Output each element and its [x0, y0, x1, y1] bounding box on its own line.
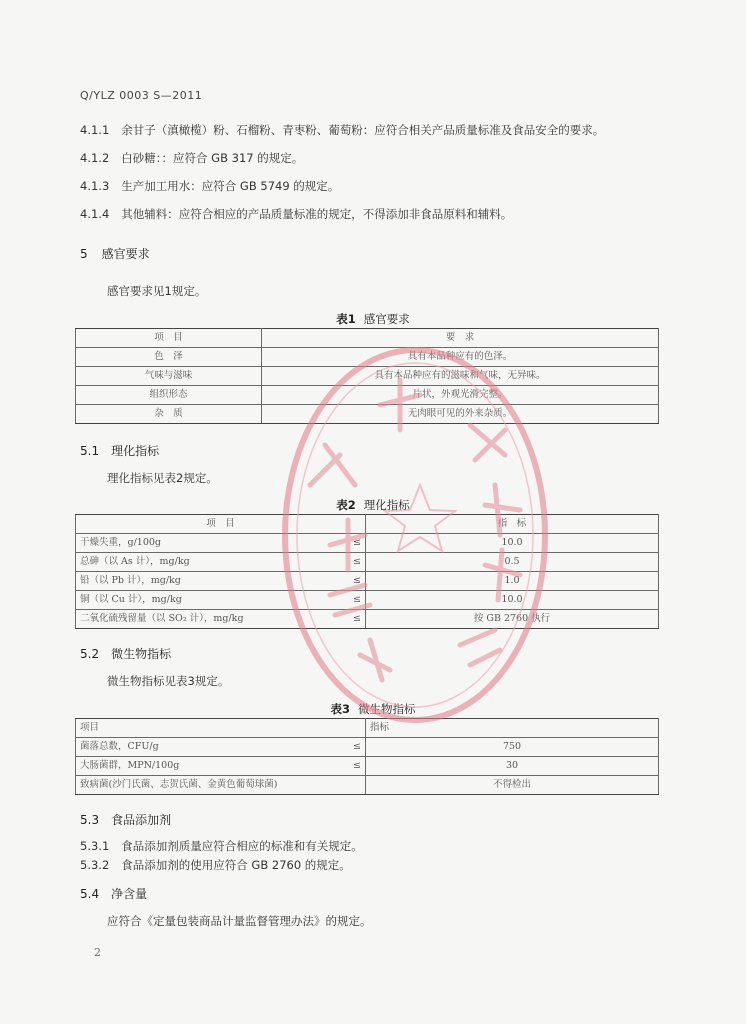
- section-number: 5.4: [80, 887, 100, 901]
- table-microbial: [75, 718, 659, 795]
- clause-number: 5.3.1: [80, 839, 110, 853]
- clause-5-3-1: [80, 838, 363, 854]
- table-row: [76, 776, 659, 795]
- operator-cell: ≤: [346, 738, 366, 757]
- item-cell: 杂 质: [76, 405, 262, 424]
- item-cell: 菌落总数，CFU/g: [76, 738, 346, 757]
- clause-text: 其他辅料：应符合相应的产品质量标准的规定，不得添加非食品原料和辅料。: [121, 207, 513, 221]
- requirement-cell: 无肉眼可见的外来杂质。: [262, 405, 659, 424]
- clause-text: 食品添加剂质量应符合相应的标准和有关规定。: [121, 839, 363, 853]
- clause-5-3-2: [80, 857, 351, 873]
- caption-number: 表2: [336, 498, 356, 512]
- table-row: [76, 553, 659, 572]
- caption-number: 表1: [336, 312, 356, 326]
- caption-title: 感官要求: [363, 312, 410, 326]
- value-cell: 0.5: [366, 553, 659, 572]
- clause-number: 4.1.1: [80, 123, 110, 137]
- table-row: [76, 757, 659, 776]
- section-title: 微生物指标: [111, 647, 172, 661]
- section-5-2-heading: [80, 645, 171, 662]
- table-row: [76, 534, 659, 553]
- operator-cell: ≤: [346, 572, 366, 591]
- clause-4-1-4: [80, 206, 512, 222]
- section-title: 理化指标: [111, 444, 160, 458]
- section-title: 净含量: [111, 887, 148, 901]
- table-header-row: [76, 329, 659, 348]
- operator-cell: ≤: [346, 610, 366, 629]
- section-5-intro: 感官要求见1规定。: [107, 284, 207, 298]
- clause-number: 5.3.2: [80, 858, 110, 872]
- clause-text: 白砂糖：：应符合 GB 317 的规定。: [121, 151, 304, 165]
- item-cell: 色 泽: [76, 348, 262, 367]
- value-cell: 按 GB 2760 执行: [366, 610, 659, 629]
- table-row: [76, 738, 659, 757]
- section-5-4-text: 应符合《定量包装商品计量监督管理办法》的规定。: [107, 914, 372, 928]
- requirement-cell: 具有本品种应有的色泽。: [262, 348, 659, 367]
- item-cell: 组织形态: [76, 386, 262, 405]
- table-row: [76, 610, 659, 629]
- item-cell: 气味与滋味: [76, 367, 262, 386]
- header-cell: 项 目: [76, 329, 262, 348]
- value-cell: 1.0: [366, 572, 659, 591]
- value-cell: 不得检出: [366, 776, 659, 795]
- table-row: [76, 572, 659, 591]
- operator-cell: ≤: [346, 534, 366, 553]
- section-title: 食品添加剂: [111, 813, 172, 827]
- clause-text: 生产加工用水：应符合 GB 5749 的规定。: [121, 179, 340, 193]
- caption-number: 表3: [330, 702, 350, 716]
- table2-caption: [0, 497, 746, 513]
- table-header-row: [76, 719, 659, 738]
- section-5-heading: [80, 245, 150, 262]
- table-row: [76, 386, 659, 405]
- clause-text: 食品添加剂的使用应符合 GB 2760 的规定。: [121, 858, 351, 872]
- clause-4-1-1: [80, 122, 604, 138]
- header-cell: 指 标: [366, 515, 659, 534]
- item-cell: 干燥失重，g/100g: [76, 534, 346, 553]
- caption-title: 理化指标: [363, 498, 410, 512]
- table-row: [76, 367, 659, 386]
- clause-4-1-2: [80, 150, 303, 166]
- section-title: 感官要求: [101, 247, 150, 261]
- header-cell: 要 求: [262, 329, 659, 348]
- clause-number: 4.1.4: [80, 207, 110, 221]
- value-cell: 10.0: [366, 534, 659, 553]
- operator-cell: [346, 776, 366, 795]
- section-5-4-heading: [80, 885, 147, 902]
- section-5-3-heading: [80, 811, 171, 828]
- value-cell: 30: [366, 757, 659, 776]
- section-5-1-intro: 理化指标见表2规定。: [107, 471, 218, 485]
- clause-4-1-3: [80, 178, 339, 194]
- item-cell: 二氧化硫残留量（以 SO₂ 计），mg/kg: [76, 610, 346, 629]
- section-5-2-intro: 微生物指标见表3规定。: [107, 674, 230, 688]
- page-number: 2: [94, 946, 101, 959]
- operator-cell: ≤: [346, 757, 366, 776]
- requirement-cell: 片状，外观光滑完整。: [262, 386, 659, 405]
- table-header-row: [76, 515, 659, 534]
- operator-cell: ≤: [346, 553, 366, 572]
- requirement-cell: 具有本品种应有的滋味和气味，无异味。: [262, 367, 659, 386]
- table-sensory: [75, 328, 659, 424]
- clause-text: 余甘子（滇橄榄）粉、石榴粉、青枣粉、葡萄粉：应符合相关产品质量标准及食品安全的要求。: [121, 123, 605, 137]
- operator-cell: ≤: [346, 591, 366, 610]
- item-cell: 大肠菌群，MPN/100g: [76, 757, 346, 776]
- table-physicochemical: [75, 514, 659, 629]
- section-number: 5.3: [80, 813, 100, 827]
- header-cell: 指标: [366, 719, 659, 738]
- section-5-1-heading: [80, 442, 159, 459]
- section-number: 5: [80, 247, 88, 261]
- value-cell: 750: [366, 738, 659, 757]
- item-cell: 铜（以 Cu 计），mg/kg: [76, 591, 346, 610]
- table-row: [76, 405, 659, 424]
- item-cell: 总砷（以 As 计），mg/kg: [76, 553, 346, 572]
- header-cell: 项 目: [76, 515, 366, 534]
- table-row: [76, 348, 659, 367]
- item-cell: 铅（以 Pb 计），mg/kg: [76, 572, 346, 591]
- table-row: [76, 591, 659, 610]
- value-cell: 10.0: [366, 591, 659, 610]
- clause-number: 4.1.2: [80, 151, 110, 165]
- caption-title: 微生物指标: [358, 702, 416, 716]
- item-cell: 致病菌(沙门氏菌、志贺氏菌、金黄色葡萄球菌): [76, 776, 346, 795]
- table3-caption: [0, 701, 746, 717]
- header-cell: 项目: [76, 719, 366, 738]
- table1-caption: [0, 311, 746, 327]
- standard-code: Q/YLZ 0003 S—2011: [80, 89, 203, 102]
- section-number: 5.1: [80, 444, 100, 458]
- section-number: 5.2: [80, 647, 100, 661]
- clause-number: 4.1.3: [80, 179, 110, 193]
